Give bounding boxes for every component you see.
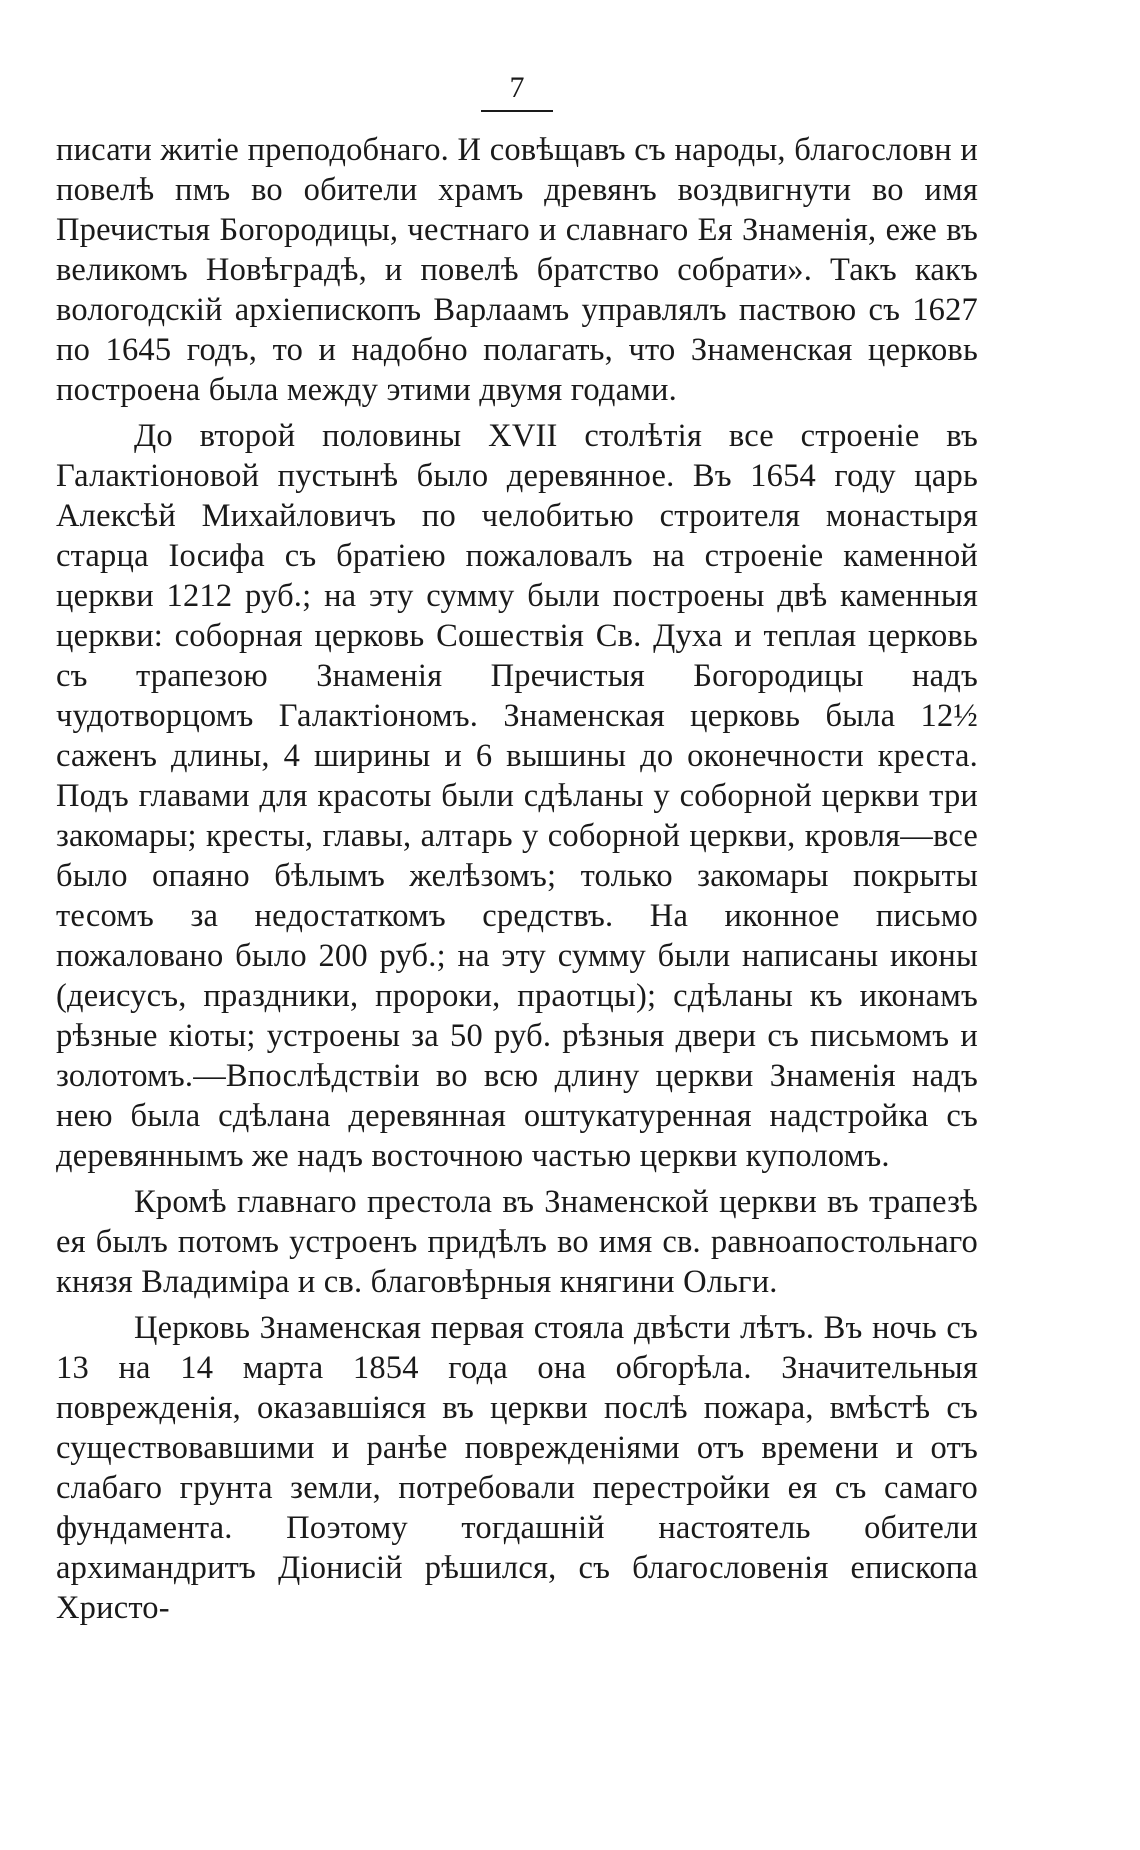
- paragraph-4: Церковь Знаменская первая стояла двѣсти лѣтъ. Въ ночь съ 13 на 14 марта 1854 года она обгорѣла. Значительныя поврежденія, оказавшіяся въ церкви послѣ пожара, вмѣстѣ съ существовавшими и ранѣе поврежденіями отъ времени и отъ слабаго грунта земли, потребовали перестройки ея съ самаго фундамента. Поэтому тогдашній настоятель обители архимандритъ Діонисій рѣшился, съ благословенія епископа Христо-: [56, 1310, 978, 1626]
- paragraph-1: писати житіе преподобнаго. И совѣщавъ съ народы, благословн и повелѣ пмъ во обители храмъ древянъ воздвигнути во имя Пречистыя Богородицы, честнаго и славнаго Ея Знаменія, еже въ великомъ Новѣградѣ, и повелѣ братство собрати». Такъ какъ вологодскій архіепископъ Варлаамъ управлялъ паствою съ 1627 по 1645 годъ, то и надобно полагать, что Знаменская церковь построена была между этими двумя годами.: [56, 132, 978, 408]
- page-number-underline: [481, 110, 553, 112]
- paragraph-2: До второй половины XVII столѣтія все строеніе въ Галактіоновой пустынѣ было деревянное. Въ 1654 году царь Алексѣй Михайловичъ по челобитью строителя монастыря старца Іосифа съ братіею пожаловалъ на строеніе каменной церкви 1212 руб.; на эту сумму были построены двѣ каменныя церкви: соборная церковь Сошествія Св. Духа и теплая церковь съ трапезою Знаменія Пречистыя Богородицы надъ чудотворцомъ Галактіономъ. Знаменская церковь была 12½ саженъ длины, 4 ширины и 6 вышины до оконечности креста. Подъ главами для красоты были сдѣланы у соборной церкви три закомары; кресты, главы, алтарь у соборной церкви, кровля—все было опаяно бѣлымъ желѣзомъ; только закомары покрыты тесомъ за недостаткомъ средствъ. На иконное письмо пожаловано было 200 руб.; на эту сумму были написаны иконы (деисусъ, праздники, пророки, праотцы); сдѣланы къ иконамъ рѣзные кіоты; устроены за 50 руб. рѣзныя двери съ письмомъ и золотомъ.—Впослѣдствіи во всю длину церкви Знаменія надъ нею была сдѣлана деревянная оштукатуренная надстройка съ деревяннымъ же надъ восточною частью церкви куполомъ.: [56, 418, 978, 1174]
- page-number-text: 7: [509, 71, 525, 104]
- paragraph-3: Кромѣ главнаго престола въ Знаменской церкви въ трапезѣ ея былъ потомъ устроенъ придѣлъ во имя св. равноапостольнаго князя Владиміра и св. благовѣрныя княгини Ольги.: [56, 1184, 978, 1300]
- document-page: [56, 70, 978, 1634]
- page-number: [56, 70, 978, 106]
- body-text: [56, 130, 978, 1628]
